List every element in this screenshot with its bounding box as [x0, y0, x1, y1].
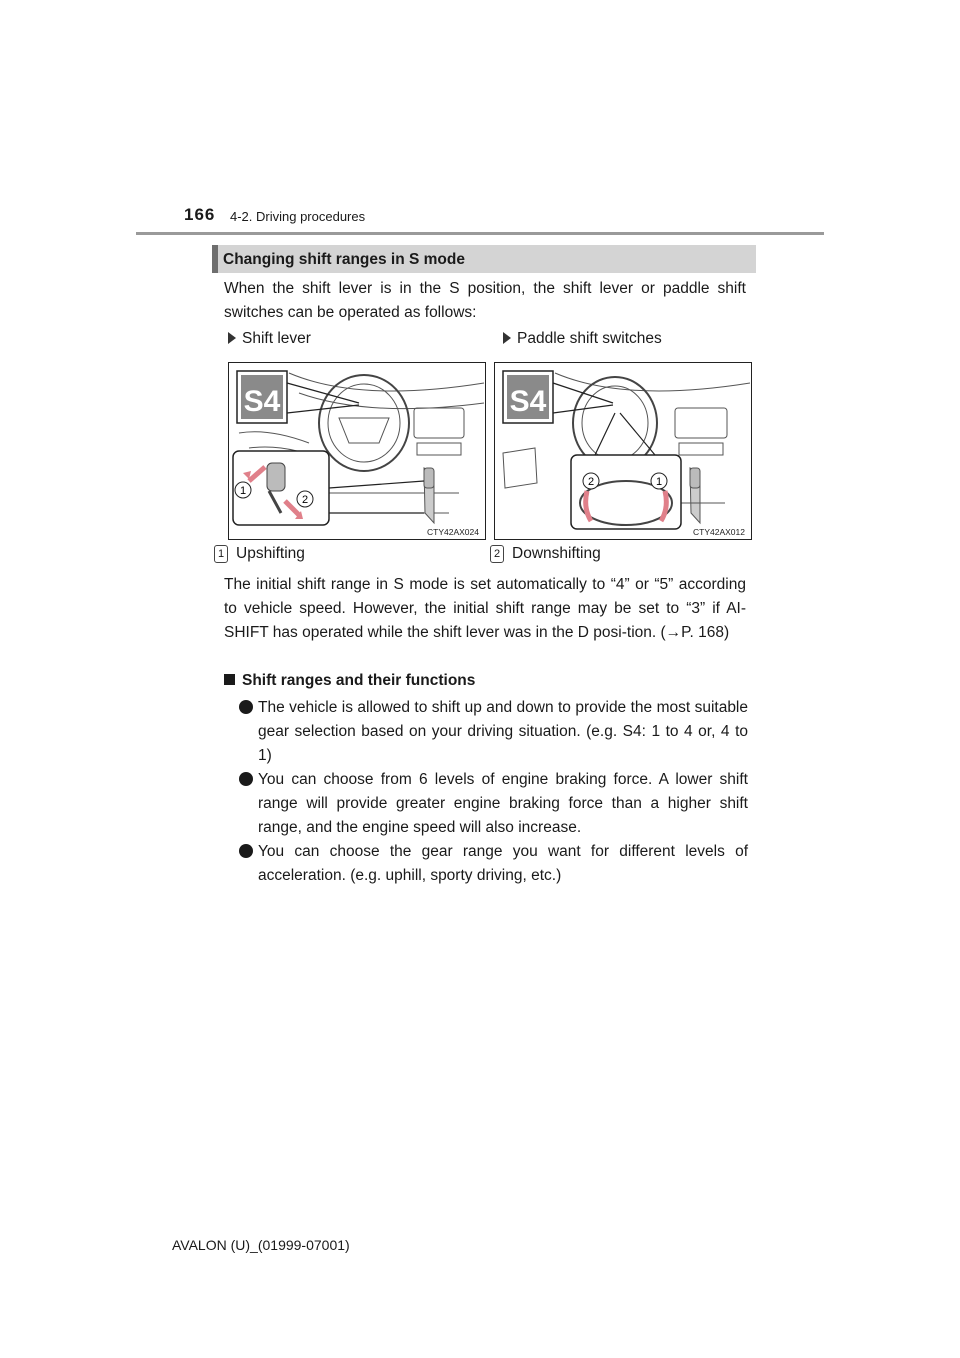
- bullet-dot-icon: [239, 772, 253, 786]
- triangle-bullet-icon: [503, 332, 511, 344]
- triangle-bullet-icon: [228, 332, 236, 344]
- figure-code: CTY42AX012: [693, 527, 745, 537]
- initial-range-paragraph: The initial shift range in S mode is set automatically to “4” or “5” according to vehicle speed. However, the initial shift range may be set to “3” if AI-SHIFT has operated while the shift lever was in the D posi-tion. (→P. 168): [224, 576, 746, 641]
- caption-text: Downshifting: [512, 545, 601, 562]
- bullet-item: The vehicle is allowed to shift up and down to provide the most suitable gear selection based on your driving situation. (e.g. S4: 1 to 4 or, 4 to 1): [258, 699, 748, 764]
- callout-2: 2: [301, 494, 309, 506]
- section-title: 4-2. Driving procedures: [230, 209, 366, 224]
- bullet-dot-icon: [239, 844, 253, 858]
- shift-lever-illustration: [228, 362, 486, 540]
- caption-upshifting: [214, 545, 305, 563]
- footer-model-code: AVALON (U)_(01999-07001): [172, 1237, 350, 1253]
- intro-paragraph: When the shift lever is in the S position, the shift lever or paddle shift switches can be operated as follows:: [224, 280, 746, 321]
- figure-code: CTY42AX024: [427, 527, 479, 537]
- figure-label-shift-lever: [228, 330, 311, 348]
- caption-downshifting: [490, 545, 601, 563]
- s4-display-text: S4: [509, 385, 547, 418]
- bullet-dot-icon: [239, 700, 253, 714]
- figure-label-text: Paddle shift switches: [517, 330, 662, 347]
- shift-lever-drawing: [229, 363, 485, 539]
- paddle-shift-illustration: [494, 362, 752, 540]
- section-heading: Changing shift ranges in S mode: [223, 251, 465, 268]
- bullet-item: You can choose the gear range you want for different levels of acceleration. (e.g. uphill, sporty driving, etc.): [258, 843, 748, 884]
- caption-text: Upshifting: [236, 545, 305, 562]
- s4-display-text: S4: [243, 385, 281, 418]
- header-divider: [136, 232, 824, 235]
- sub-heading-text: Shift ranges and their functions: [242, 672, 476, 689]
- paddle-shift-drawing: [495, 363, 751, 539]
- page-number: 166: [184, 205, 216, 224]
- callout-2: 2: [587, 476, 595, 488]
- callout-1: 1: [655, 476, 663, 488]
- bullet-item: You can choose from 6 levels of engine braking force. A lower shift range will provide greater engine braking force than a higher shift range, and the engine speed will also increase.: [258, 771, 748, 836]
- square-bullet-icon: [224, 674, 235, 685]
- number-badge: 2: [490, 545, 504, 563]
- figure-label-paddle: [503, 330, 662, 348]
- callout-1: 1: [239, 485, 247, 497]
- number-badge: 1: [214, 545, 228, 563]
- figure-label-text: Shift lever: [242, 330, 311, 347]
- sub-heading: [224, 672, 475, 690]
